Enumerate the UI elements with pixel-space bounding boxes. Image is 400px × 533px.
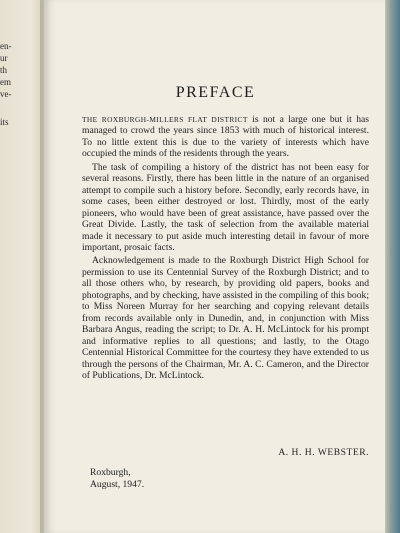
- fragment-line: th: [0, 65, 8, 75]
- fragment-line: en-: [0, 41, 12, 51]
- fragment-line: ve-: [0, 89, 12, 99]
- place: Roxburgh,: [90, 467, 131, 478]
- preface-paragraph-1: [82, 114, 369, 160]
- fragment-line: its: [0, 117, 9, 127]
- district-name-lead: THE ROXBURGH-MILLERS FLAT DISTRICT: [82, 115, 248, 124]
- fragment-line: ur: [0, 53, 8, 63]
- date: August, 1947.: [90, 478, 145, 490]
- page-title: PREFACE: [175, 84, 256, 101]
- preface-paragraph-3: Acknowledgement is made to the Roxburgh District High School for permission to use its Centennial Survey of the Roxburgh District; and to all those others who, by research, by providing old papers, books and photographs, and by checking, have assisted in the compiling of this book; to Miss Noreen Murray for her searching and copying relevant details from records available only in Dunedin, and, in conjunction with Miss Barbara Angus, reading the script; to Dr. A. H. McLintock for his prompt and informative replies to all questions; and lastly, to the Otago Centennial Historical Committee for the courtesy they have extended to us through the persons of the Chairman, Mr. A. C. Cameron, and the Director of Publications, Dr. McLintock.: [82, 255, 369, 381]
- place-and-date: [90, 467, 144, 490]
- fragment-gap: [0, 100, 12, 116]
- preface-paragraph-2: The task of compiling a history of the district has not been easy for several reasons. Firstly, there has been little in the nature of an organised attempt to compile such a history before. Secondly, early records have, in some cases, been either destroyed or lost. Thirdly, most of the early pioneers, who would have been of great assistance, have passed over the Great Divide. Lastly, the task of selection from the available material made it necessary to put aside much interesting detail in favour of more important, prosaic facts.: [82, 161, 369, 253]
- previous-page: [0, 0, 44, 533]
- previous-page-text-fragments: [0, 40, 12, 128]
- paragraph-1-text: is not a large one but it has managed to crowd the years since 1853 with much of historical interest. To no little extent this is due to the variety of interests which have occupied the minds of the residents through the years.: [82, 114, 369, 160]
- preface-body: [82, 114, 369, 383]
- fragment-line: em: [0, 77, 11, 87]
- author-signature: A. H. H. WEBSTER.: [278, 447, 369, 458]
- book-cover-edge: [385, 0, 400, 533]
